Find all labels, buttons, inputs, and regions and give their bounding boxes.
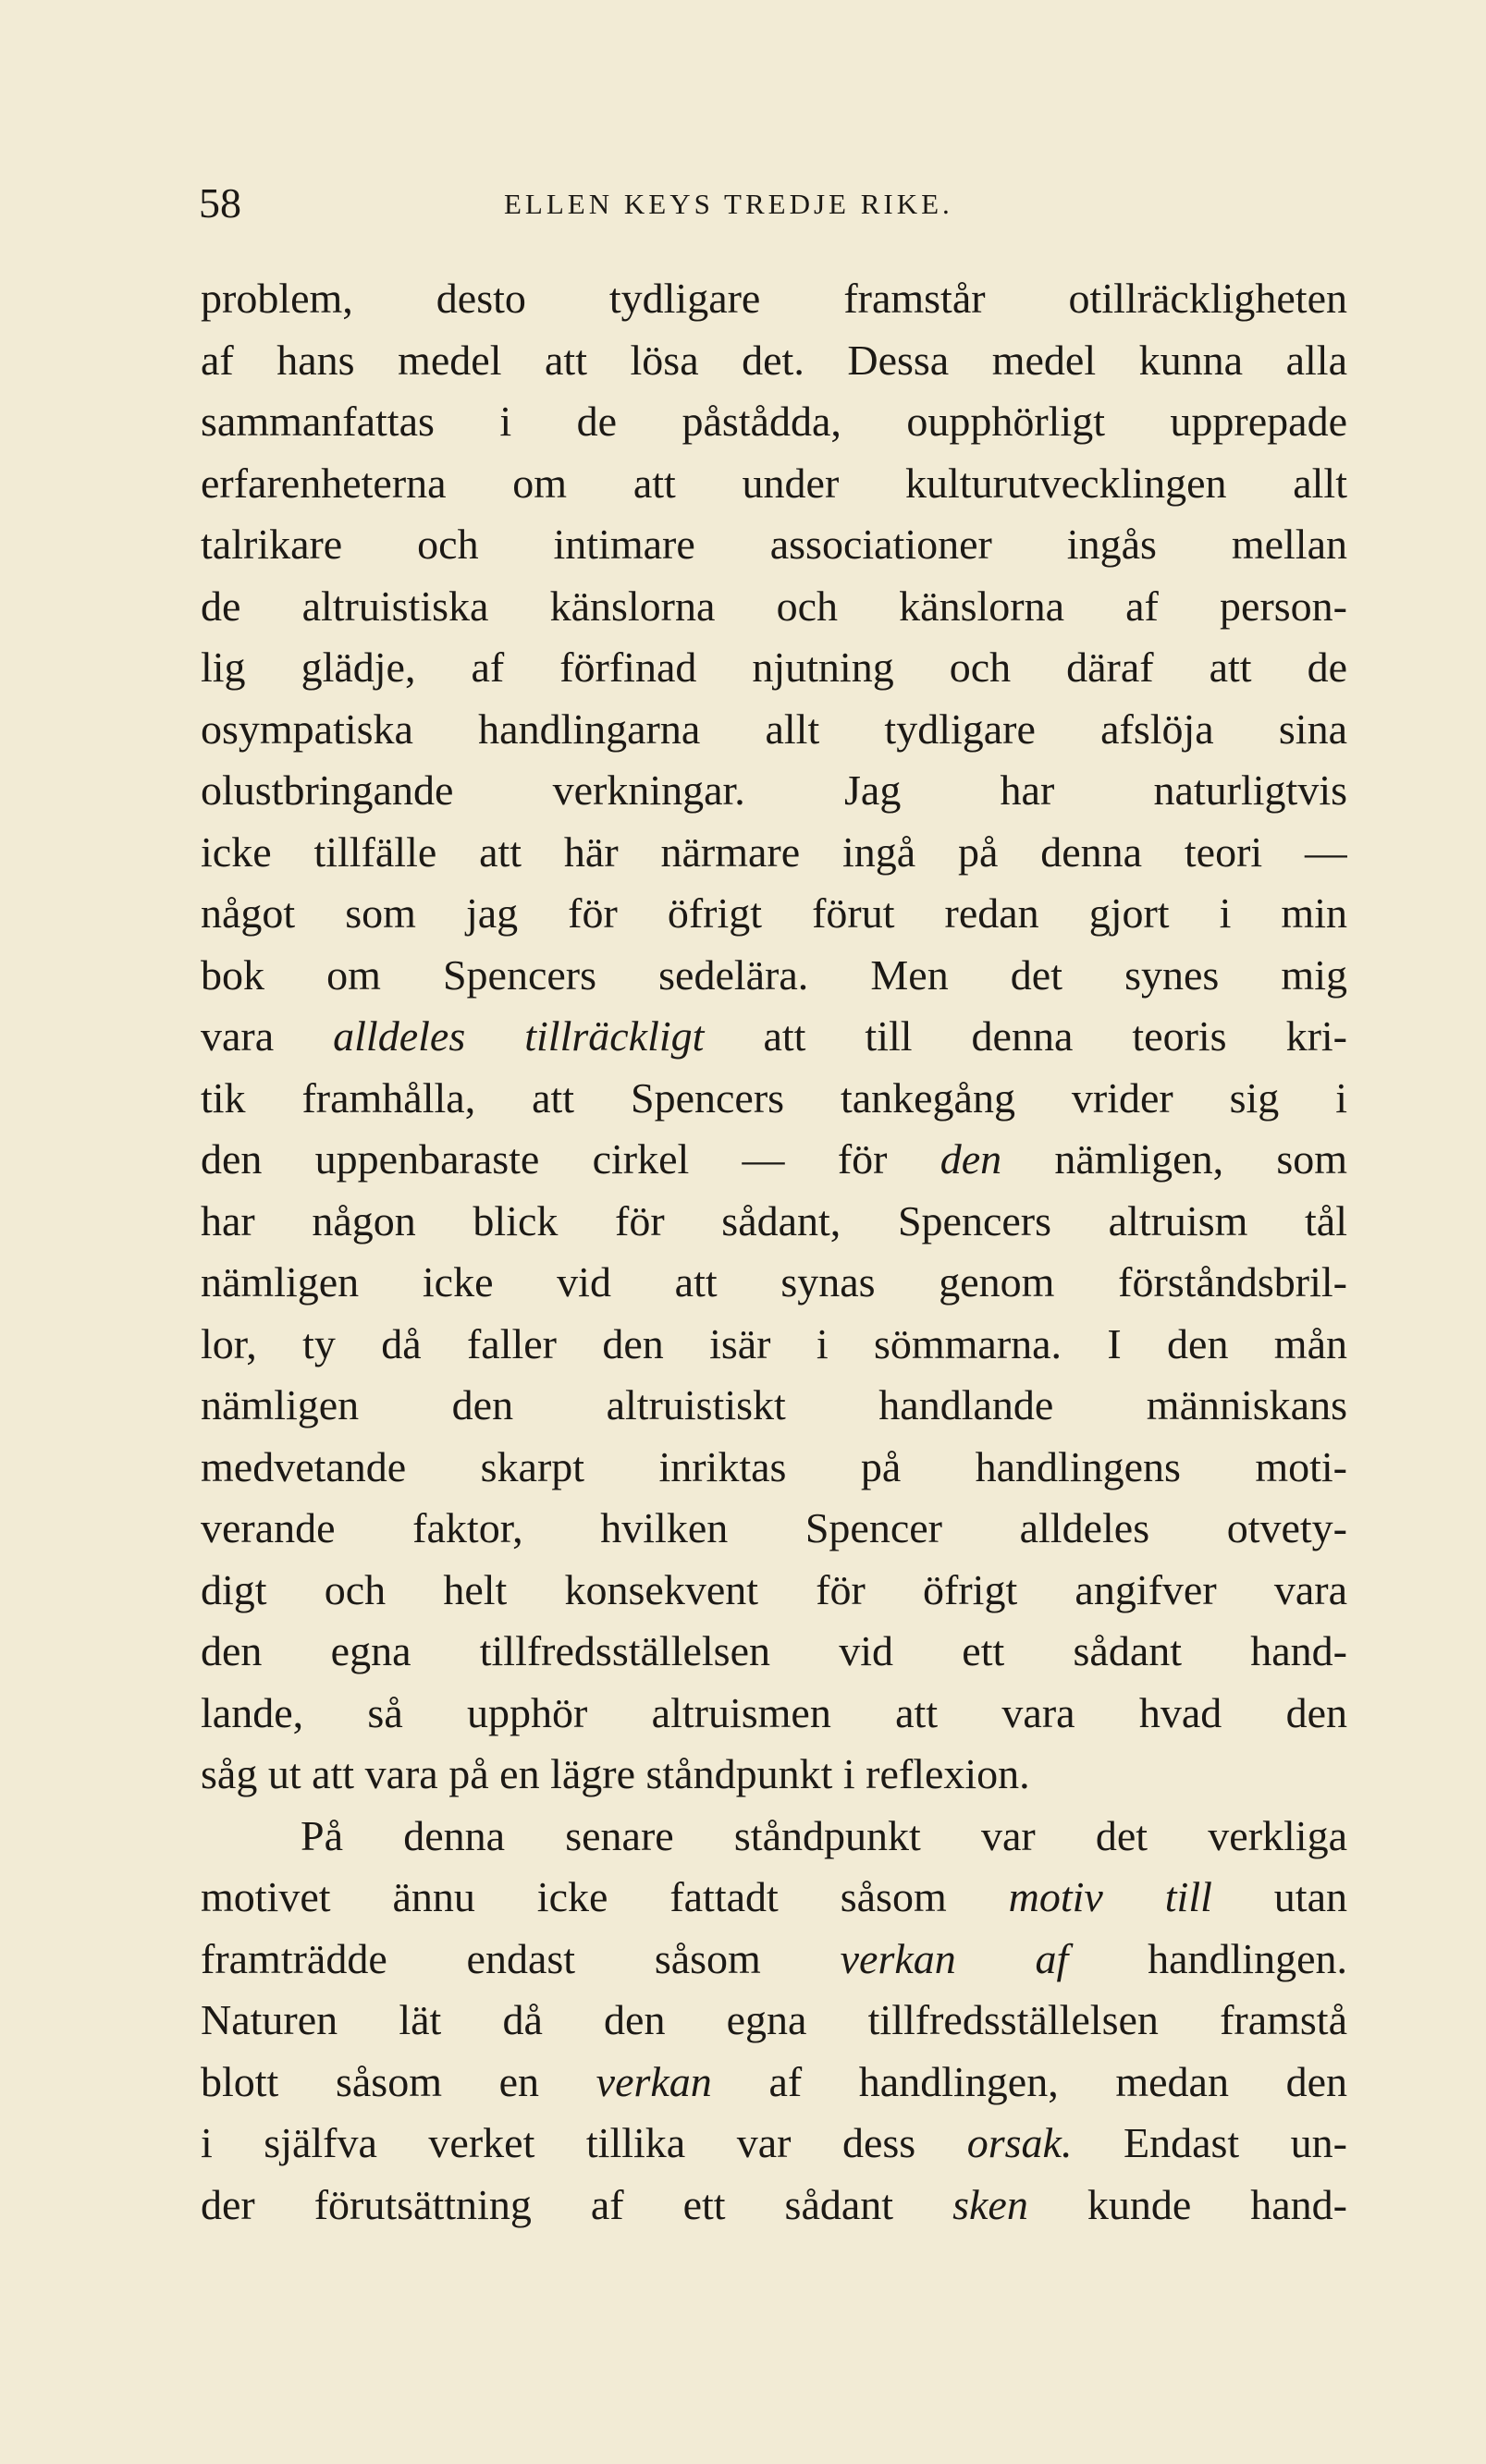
italic-emphasis: alldeles tillräckligt [333, 1012, 705, 1060]
text-line [201, 1006, 1347, 1068]
text-line: tik framhålla, att Spencers tankegång vrider sig i [201, 1073, 1347, 1122]
text-line: verande faktor, hvilken Spencer alldeles otvety- [201, 1504, 1347, 1551]
italic-emphasis: verkan [596, 2057, 712, 2105]
body-text [201, 268, 1347, 2236]
text-run: framträdde endast såsom [201, 1934, 841, 1982]
text-line [201, 2113, 1347, 2175]
italic-emphasis: verkan af [840, 1934, 1069, 1982]
text-line: bok om Spencers sedelära. Men det synes mig [201, 950, 1347, 999]
text-run: den uppenbaraste cirkel — för [201, 1135, 940, 1183]
text-line: såg ut att vara på en lägre ståndpunkt i reflexion. [201, 1750, 1030, 1797]
text-line [201, 1867, 1347, 1929]
text-line: osympatiska handlingarna allt tydligare afslöja sina [201, 705, 1347, 753]
text-line: lor, ty då faller den isär i sömmarna. I den mån [201, 1319, 1347, 1367]
text-line: sammanfattas i de påstådda, oupphörligt upprepade [201, 398, 1347, 445]
text-line: icke tillfälle att här närmare ingå på denna teori — [201, 827, 1347, 876]
text-run: nämligen, som [1001, 1135, 1347, 1183]
italic-emphasis: sken [952, 2180, 1028, 2228]
text-line: olustbringande verkningar. Jag har naturligtvis [201, 766, 1347, 814]
text-line: nämligen den altruistiskt handlande människans [201, 1381, 1347, 1428]
text-line [201, 1129, 1347, 1191]
text-line: af hans medel att lösa det. Dessa medel kunna alla [201, 336, 1347, 384]
text-line: talrikare och intimare associationer ingås mellan [201, 521, 1347, 568]
page-header [199, 176, 1350, 231]
text-line: lig glädje, af förfinad njutning och däraf att de [201, 644, 1347, 691]
text-run: handlingen. [1068, 1934, 1347, 1982]
text-run: vara [201, 1012, 334, 1060]
text-line: medvetande skarpt inriktas på handlingens moti- [201, 1442, 1347, 1490]
italic-emphasis: orsak. [966, 2119, 1073, 2166]
italic-emphasis: den [939, 1135, 1002, 1183]
text-line: problem, desto tydligare framstår otillräckligheten [201, 275, 1347, 322]
text-line: nämligen icke vid att synas genom förståndsbril- [201, 1258, 1347, 1306]
text-line: digt och helt konsekvent för öfrigt angifver vara [201, 1565, 1347, 1613]
text-line: den egna tillfredsställelsen vid ett sådant hand- [201, 1627, 1347, 1674]
text-run: Endast un- [1072, 2119, 1347, 2166]
text-run: kunde hand- [1027, 2180, 1347, 2228]
text-line: På denna senare ståndpunkt var det verkliga [301, 1811, 1347, 1859]
text-run: der förutsättning af ett sådant [201, 2180, 953, 2228]
text-line: något som jag för öfrigt förut redan gjort i min [201, 889, 1347, 937]
text-line: Naturen lät då den egna tillfredsställelsen framstå [201, 1996, 1347, 2043]
text-line: erfarenheterna om att under kulturutvecklingen allt [201, 459, 1347, 507]
text-line: de altruistiska känslorna och känslorna af person- [201, 582, 1347, 630]
text-run: utan [1211, 1873, 1347, 1920]
italic-emphasis: motiv till [1008, 1873, 1212, 1920]
page-number: 58 [199, 179, 241, 227]
text-run: blott såsom en [201, 2057, 596, 2105]
text-run: af handlingen, medan den [711, 2057, 1347, 2105]
text-run: i själfva verket tillika var dess [201, 2119, 967, 2166]
text-run: att till denna teoris kri- [704, 1012, 1347, 1060]
text-line: lande, så upphör altruismen att vara hvad den [201, 1688, 1347, 1736]
text-run: motivet ännu icke fattadt såsom [201, 1873, 1009, 1920]
text-line: har någon blick för sådant, Spencers altruism tål [201, 1196, 1347, 1244]
text-line [201, 2175, 1347, 2237]
text-line [201, 1929, 1347, 1991]
text-line [201, 2052, 1347, 2114]
running-title: ELLEN KEYS TREDJE RIKE. [504, 188, 953, 220]
